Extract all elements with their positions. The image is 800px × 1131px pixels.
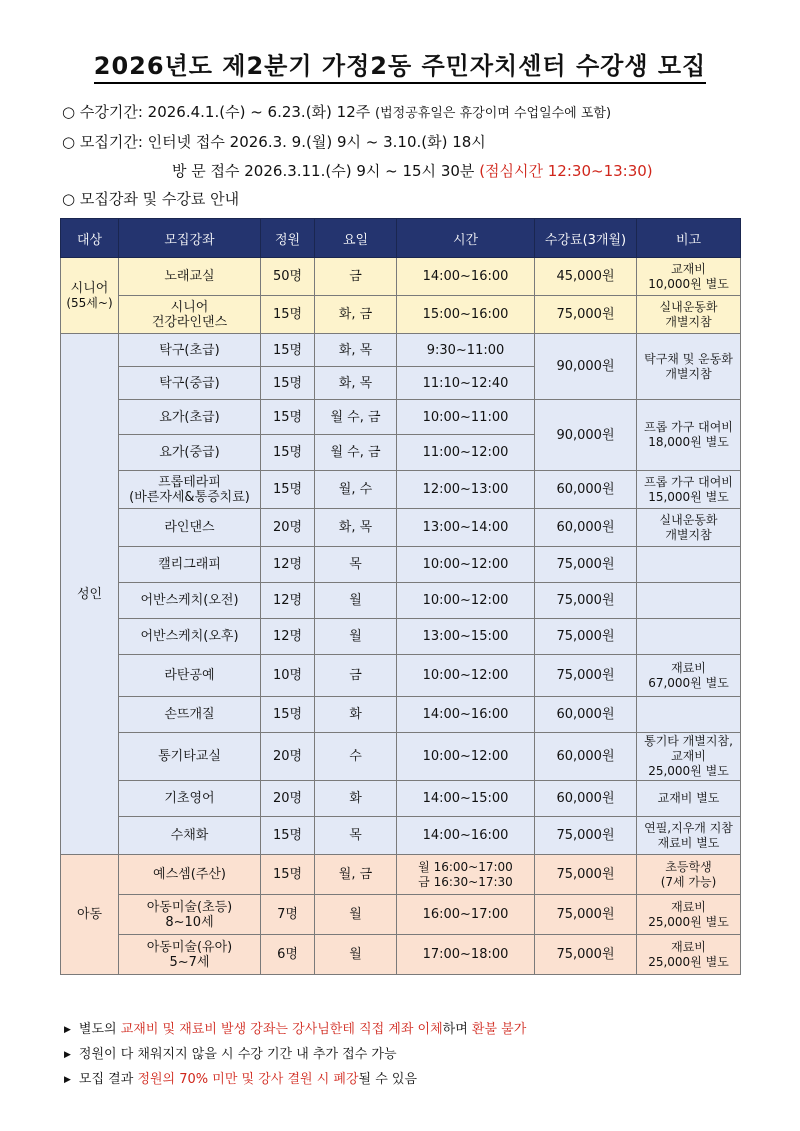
course-name: 시니어 건강라인댄스: [119, 296, 261, 334]
table-row: [61, 655, 741, 697]
header-day: 요일: [315, 219, 397, 258]
fee: 75,000원: [535, 895, 637, 935]
table-row: [61, 296, 741, 334]
time: 12:00~13:00: [397, 471, 535, 509]
fee: 75,000원: [535, 547, 637, 583]
recruit-label: 모집기간:: [79, 133, 143, 151]
note: 실내운동화 개별지참: [637, 509, 741, 547]
fee: 75,000원: [535, 296, 637, 334]
capacity: 7명: [261, 895, 315, 935]
day: 월: [315, 895, 397, 935]
capacity: 10명: [261, 655, 315, 697]
header-course: 모집강좌: [119, 219, 261, 258]
info-recruit: [62, 131, 486, 152]
time: 11:10~12:40: [397, 367, 535, 400]
table-row: [61, 583, 741, 619]
fee: 75,000원: [535, 655, 637, 697]
time: 월 16:00~17:00 금 16:30~17:30: [397, 855, 535, 895]
day: 화, 금: [315, 296, 397, 334]
fee: 75,000원: [535, 935, 637, 975]
note: [637, 697, 741, 733]
course-name: 요가(초급): [119, 400, 261, 435]
course-name: 통기타교실: [119, 733, 261, 781]
info-visit: [172, 160, 653, 181]
table-row: [61, 895, 741, 935]
page-title-text: 2026년도 제2분기 가정2동 주민자치센터 수강생 모집: [94, 52, 706, 84]
day: 월 수, 금: [315, 400, 397, 435]
capacity: 15명: [261, 296, 315, 334]
table-row: [61, 733, 741, 781]
time: 9:30~11:00: [397, 334, 535, 367]
fee: 75,000원: [535, 583, 637, 619]
triangle-icon: ▶: [64, 1025, 71, 1035]
course-name: 라탄공예: [119, 655, 261, 697]
capacity: 15명: [261, 817, 315, 855]
bullet: ○: [62, 190, 76, 208]
day: 화, 목: [315, 509, 397, 547]
footnote-2: ▶ 정원이 다 채워지지 않을 시 수강 기간 내 추가 접수 가능: [64, 1047, 397, 1062]
fee: 60,000원: [535, 781, 637, 817]
note: 교재비 10,000원 별도: [637, 258, 741, 296]
group-child: 아동: [61, 855, 119, 975]
period-note: (법정공휴일은 휴강이며 수업일수에 포함): [375, 106, 612, 121]
day: 월: [315, 583, 397, 619]
header-target: 대상: [61, 219, 119, 258]
course-name: 아동미술(유아) 5~7세: [119, 935, 261, 975]
header-time: 시간: [397, 219, 535, 258]
fee: 90,000원: [535, 334, 637, 400]
fee: 60,000원: [535, 509, 637, 547]
courses-heading: 모집강좌 및 수강료 안내: [79, 190, 240, 208]
note: 탁구채 및 운동화 개별지참: [637, 334, 741, 400]
day: 화, 목: [315, 367, 397, 400]
time: 10:00~12:00: [397, 655, 535, 697]
table-row: [61, 817, 741, 855]
capacity: 20명: [261, 509, 315, 547]
table-row: [61, 400, 741, 435]
table-row: [61, 334, 741, 367]
time: 14:00~16:00: [397, 697, 535, 733]
info-period: [62, 101, 611, 122]
fee: 90,000원: [535, 400, 637, 471]
capacity: 20명: [261, 781, 315, 817]
table-row: [61, 855, 741, 895]
note: 재료비 25,000원 별도: [637, 935, 741, 975]
course-name: 손뜨개질: [119, 697, 261, 733]
recruit-online: 인터넷 접수 2026.3. 9.(월) 9시 ~ 3.10.(화) 18시: [147, 133, 486, 151]
day: 목: [315, 817, 397, 855]
note: 교재비 별도: [637, 781, 741, 817]
capacity: 12명: [261, 583, 315, 619]
note: 재료비 67,000원 별도: [637, 655, 741, 697]
course-name: 아동미술(초등) 8~10세: [119, 895, 261, 935]
note: [637, 547, 741, 583]
note: 연필,지우개 지참 재료비 별도: [637, 817, 741, 855]
course-name: 수채화: [119, 817, 261, 855]
course-table: [60, 218, 741, 975]
day: 목: [315, 547, 397, 583]
footnote-1: ▶ 별도의 교재비 및 재료비 발생 강좌는 강사님한테 직접 계좌 이체하며 환불 불가: [64, 1022, 527, 1037]
header-note: 비고: [637, 219, 741, 258]
time: 13:00~14:00: [397, 509, 535, 547]
header-capacity: 정원: [261, 219, 315, 258]
time: 10:00~12:00: [397, 547, 535, 583]
period-value: 2026.4.1.(수) ~ 6.23.(화) 12주: [147, 103, 371, 121]
day: 금: [315, 258, 397, 296]
course-name: 프롭테라피 (바른자세&통증치료): [119, 471, 261, 509]
capacity: 20명: [261, 733, 315, 781]
time: 16:00~17:00: [397, 895, 535, 935]
table-header-row: [61, 219, 741, 258]
day: 금: [315, 655, 397, 697]
capacity: 12명: [261, 547, 315, 583]
course-name: 탁구(초급): [119, 334, 261, 367]
bullet: ○: [62, 133, 76, 151]
capacity: 15명: [261, 855, 315, 895]
note: 통기타 개별지참, 교재비 25,000원 별도: [637, 733, 741, 781]
capacity: 15명: [261, 367, 315, 400]
time: 10:00~12:00: [397, 733, 535, 781]
recruit-visit: 방 문 접수 2026.3.11.(수) 9시 ~ 15시 30분: [172, 162, 475, 180]
day: 월: [315, 935, 397, 975]
table-row: [61, 781, 741, 817]
day: 화: [315, 697, 397, 733]
time: 13:00~15:00: [397, 619, 535, 655]
time: 14:00~16:00: [397, 258, 535, 296]
day: 월, 수: [315, 471, 397, 509]
note: 초등학생 (7세 가능): [637, 855, 741, 895]
table-row: [61, 697, 741, 733]
table-row: [61, 935, 741, 975]
course-name: 라인댄스: [119, 509, 261, 547]
table-row: [61, 547, 741, 583]
day: 월: [315, 619, 397, 655]
fee: 75,000원: [535, 855, 637, 895]
table-row: [61, 509, 741, 547]
course-name: 탁구(중급): [119, 367, 261, 400]
bullet: ○: [62, 103, 76, 121]
footnote-3: ▶ 모집 결과 정원의 70% 미만 및 강사 결원 시 폐강될 수 있음: [64, 1072, 418, 1087]
capacity: 15명: [261, 697, 315, 733]
group-adult: 성인: [61, 334, 119, 855]
table-row: [61, 258, 741, 296]
triangle-icon: ▶: [64, 1075, 71, 1085]
note: 프롭 가구 대여비 18,000원 별도: [637, 400, 741, 471]
capacity: 15명: [261, 400, 315, 435]
note: 재료비 25,000원 별도: [637, 895, 741, 935]
header-fee: 수강료(3개월): [535, 219, 637, 258]
table-row: [61, 619, 741, 655]
fee: 60,000원: [535, 697, 637, 733]
period-label: 수강기간:: [79, 103, 143, 121]
fee: 60,000원: [535, 471, 637, 509]
capacity: 15명: [261, 334, 315, 367]
time: 14:00~16:00: [397, 817, 535, 855]
day: 화: [315, 781, 397, 817]
group-senior: 시니어 (55세~): [61, 258, 119, 334]
course-name: 캘리그래피: [119, 547, 261, 583]
day: 월 수, 금: [315, 435, 397, 471]
time: 10:00~11:00: [397, 400, 535, 435]
fee: 45,000원: [535, 258, 637, 296]
course-name: 예스셈(주산): [119, 855, 261, 895]
fee: 75,000원: [535, 619, 637, 655]
fee: 75,000원: [535, 817, 637, 855]
lunch-note: (점심시간 12:30~13:30): [479, 162, 653, 180]
time: 11:00~12:00: [397, 435, 535, 471]
time: 17:00~18:00: [397, 935, 535, 975]
page-title: [0, 46, 800, 81]
time: 15:00~16:00: [397, 296, 535, 334]
course-name: 요가(중급): [119, 435, 261, 471]
time: 14:00~15:00: [397, 781, 535, 817]
day: 수: [315, 733, 397, 781]
time: 10:00~12:00: [397, 583, 535, 619]
note: 실내운동화 개별지참: [637, 296, 741, 334]
day: 월, 금: [315, 855, 397, 895]
course-name: 어반스케치(오전): [119, 583, 261, 619]
day: 화, 목: [315, 334, 397, 367]
triangle-icon: ▶: [64, 1050, 71, 1060]
note: [637, 583, 741, 619]
fee: 60,000원: [535, 733, 637, 781]
course-name: 어반스케치(오후): [119, 619, 261, 655]
note: [637, 619, 741, 655]
capacity: 15명: [261, 435, 315, 471]
course-name: 기초영어: [119, 781, 261, 817]
course-name: 노래교실: [119, 258, 261, 296]
capacity: 50명: [261, 258, 315, 296]
capacity: 12명: [261, 619, 315, 655]
table-row: [61, 471, 741, 509]
capacity: 6명: [261, 935, 315, 975]
info-courses: [62, 188, 239, 209]
note: 프롭 가구 대여비 15,000원 별도: [637, 471, 741, 509]
capacity: 15명: [261, 471, 315, 509]
